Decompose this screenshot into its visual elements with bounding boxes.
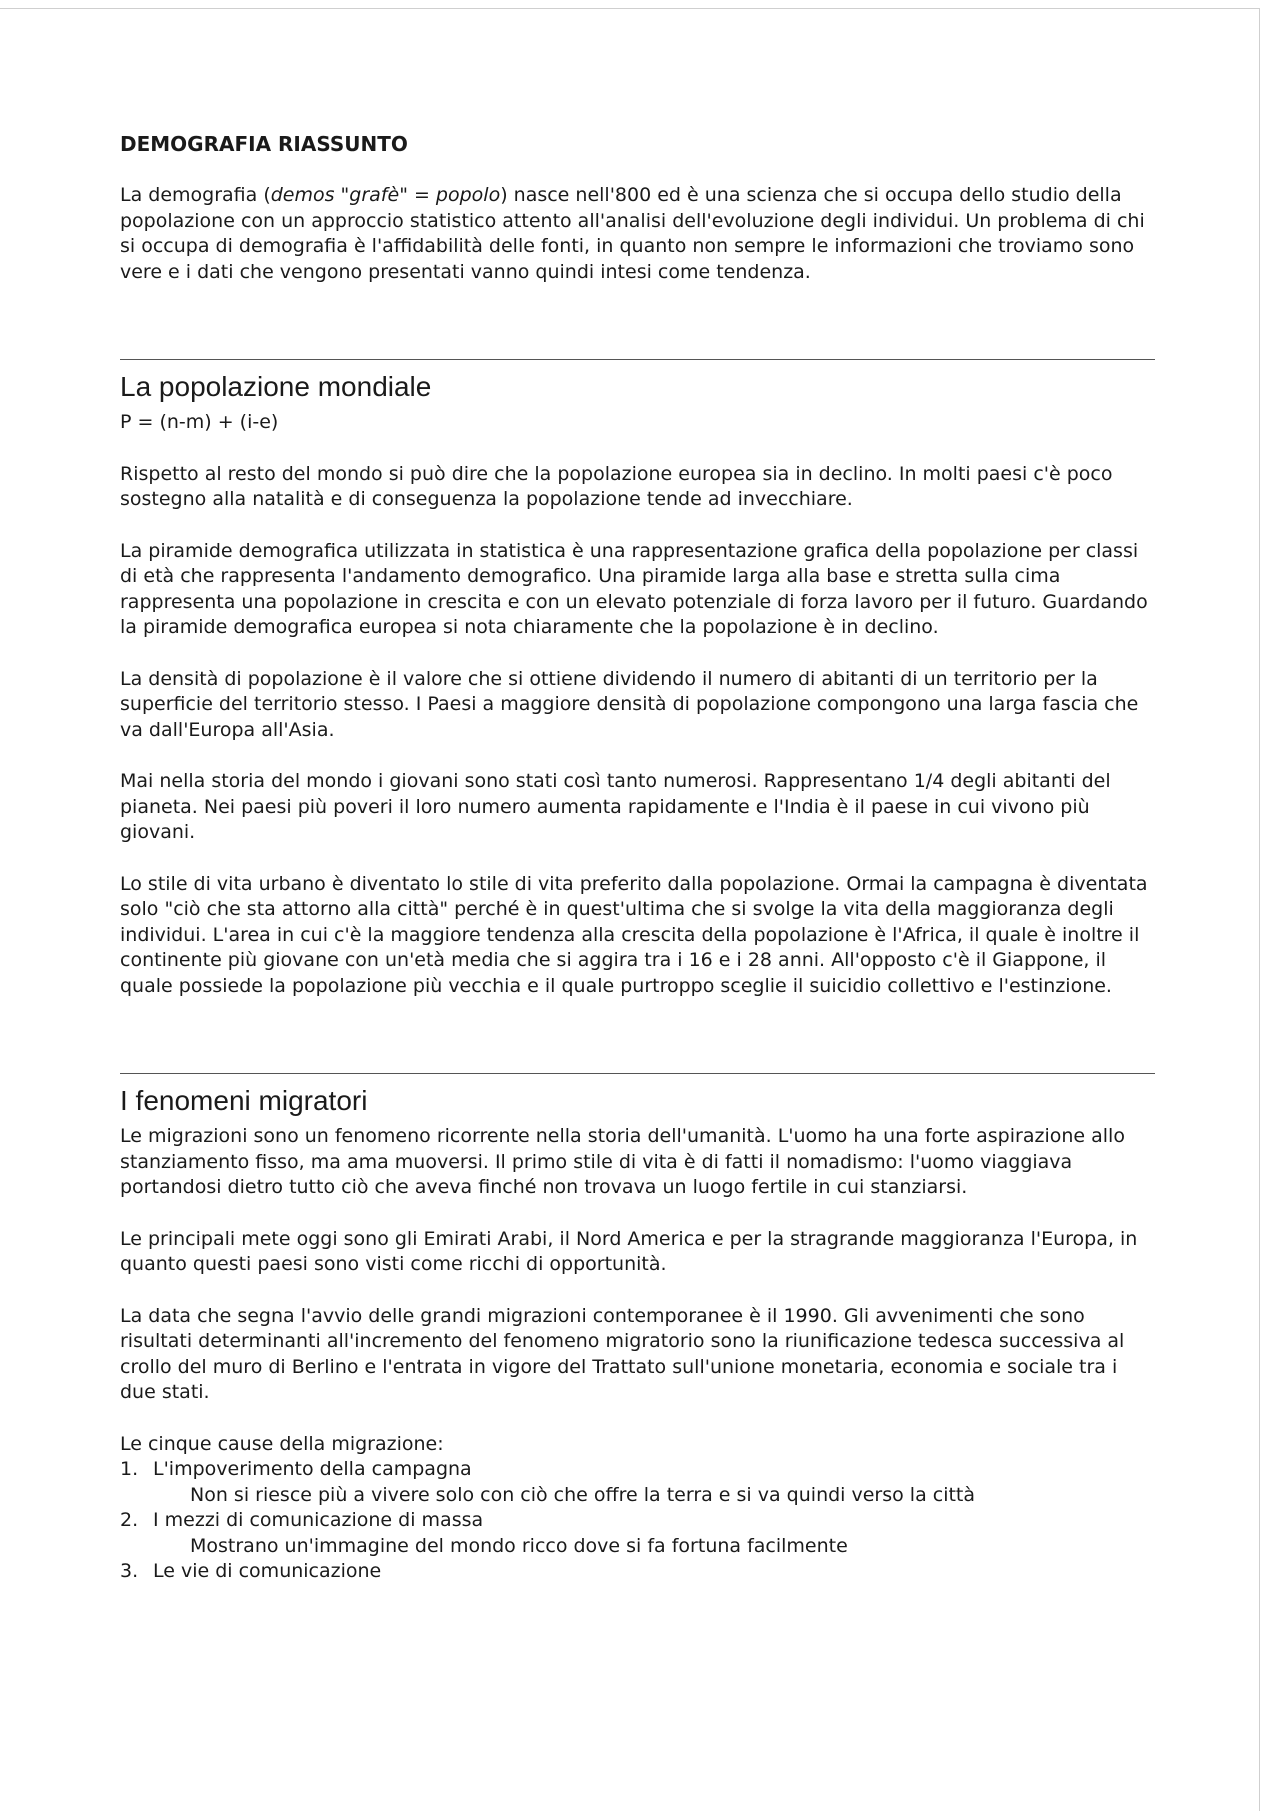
intro-text-before: La demografia ( [120, 184, 271, 206]
list-number: 2. [120, 1509, 139, 1531]
paragraph: Rispetto al resto del mondo si può dire che la popolazione europea sia in declino. In molti paesi c'è poco sostegno alla natalità e di conseguenza la popolazione tende ad invecchiare. [120, 462, 1113, 510]
spacer [120, 1025, 1155, 1073]
intro-text-after: ) nasce nell'800 ed è una scienza che si occupa dello studio della popolazione con un approccio statistico attento all'analisi dell'evoluzione degli individui. Un problema di chi si occupa di demografia è l'affidabilità delle fonti, in quanto non sempre le informazioni che troviamo sono vere e i dati che vengono presentati vanno quindi intesi come tendenza. [120, 184, 1145, 283]
cause-label: I mezzi di comunicazione di massa [153, 1509, 484, 1531]
document-title: DEMOGRAFIA RIASSUNTO [120, 132, 408, 156]
list-item [120, 1559, 1155, 1585]
formula: P = (n-m) + (i-e) [120, 411, 279, 433]
section-heading-migratori: I fenomeni migratori [120, 1085, 368, 1116]
cause-description: Mostrano un'immagine del mondo ricco dove si fa fortuna facilmente [190, 1534, 848, 1557]
paragraph: La densità di popolazione è il valore che si ottiene dividendo il numero di abitanti di un territorio per la superficie del territorio stesso. I Paesi a maggiore densità di popolazione compongono una larga fascia che va dall'Europa all'Asia. [120, 667, 1139, 741]
paragraph: Mai nella storia del mondo i giovani sono stati così tanto numerosi. Rappresentano 1/4 degli abitanti del pianeta. Nei paesi più poveri il loro numero aumenta rapidamente e l'India è il paese in cui vivono più giovani. [120, 770, 1111, 843]
paragraph: La piramide demografica utilizzata in statistica è una rappresentazione grafica della popolazione per classi di età che rappresenta l'andamento demografico. Una piramide larga alla base e stretta sulla cima rappresenta una popolazione in crescita e con un elevato potenziale di forza lavoro per il futuro. Guardando la piramide demografica europea si nota chiaramente che la popolazione è in declino. [120, 539, 1148, 638]
paragraph: La data che segna l'avvio delle grandi migrazioni contemporanee è il 1990. Gli avvenimenti che sono risultati determinanti all'incremento del fenomeno migratorio sono la riunificazione tedesca successiva al crollo del muro di Berlino e l'entrata in vigore del Trattato sull'unione monetaria, economia e sociale tra i due stati. [120, 1304, 1125, 1403]
causes-list [120, 1457, 1155, 1585]
cause-label: Le vie di comunicazione [153, 1560, 382, 1582]
paragraph: Le principali mete oggi sono gli Emirati Arabi, il Nord America e per la stragrande maggioranza l'Europa, in quanto questi paesi sono visti come ricchi di opportunità. [120, 1227, 1138, 1275]
list-item [120, 1508, 1155, 1559]
list-number: 3. [120, 1560, 139, 1582]
list-item [120, 1457, 1155, 1508]
paragraph: Le migrazioni sono un fenomeno ricorrente nella storia dell'umanità. L'uomo ha una forte aspirazione allo stanziamento fisso, ma ama muoversi. Il primo stile di vita è di fatti il nomadismo: l'uomo viaggiava portandosi dietro tutto ciò che aveva finché non trovava un luogo fertile in cui stanziarsi. [120, 1125, 1125, 1198]
intro-text-italic: demos "grafè" = popolo [270, 184, 501, 206]
cause-label: L'impoverimento della campagna [153, 1458, 472, 1480]
section-heading-popolazione: La popolazione mondiale [120, 371, 432, 402]
intro-paragraph [120, 183, 1155, 285]
section-divider [120, 1073, 1155, 1074]
cause-description: Non si riesce più a vivere solo con ciò che offre la terra e si va quindi verso la città [190, 1483, 976, 1506]
section-divider [120, 359, 1155, 360]
causes-intro: Le cinque cause della migrazione: [120, 1432, 444, 1455]
list-number: 1. [120, 1458, 139, 1480]
paragraph: Lo stile di vita urbano è diventato lo stile di vita preferito dalla popolazione. Ormai la campagna è diventata solo "ciò che sta attorno alla città" perché è in quest'ultima che si svolge la vita della maggioranza degli individui. L'area in cui c'è la maggiore tendenza alla crescita della popolazione è l'Africa, il quale è inoltre il continente più giovane con un'età media che si aggira tra i 16 e i 28 anni. All'opposto c'è il Giappone, il quale possiede la popolazione più vecchia e il quale purtroppo sceglie il suicidio collettivo e l'estinzione. [120, 872, 1148, 997]
spacer [120, 311, 1155, 359]
document-content [120, 131, 1155, 1585]
document-page [0, 8, 1260, 1811]
